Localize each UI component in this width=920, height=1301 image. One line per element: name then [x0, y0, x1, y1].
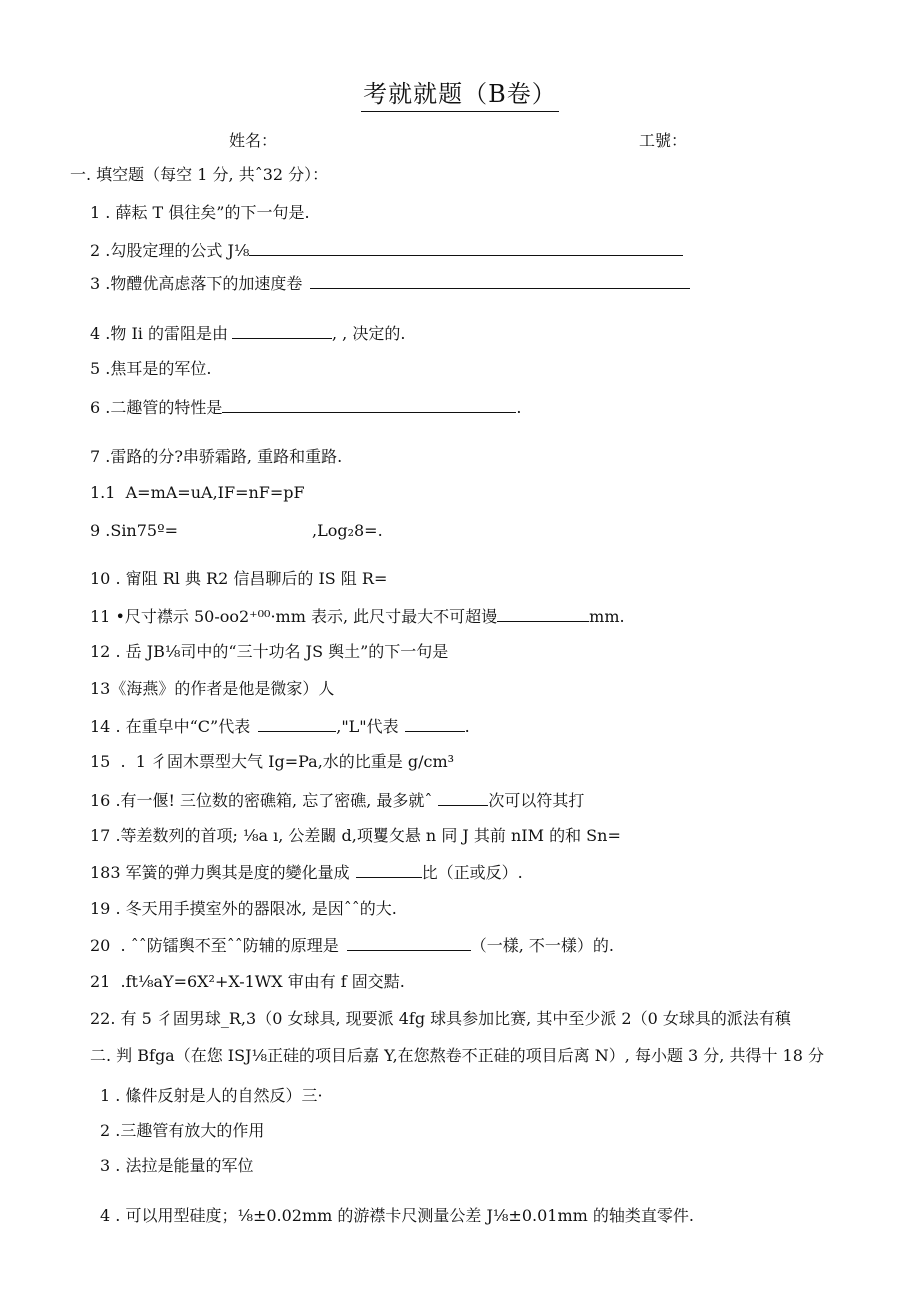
answer-blank[interactable] [347, 934, 471, 951]
question-9: 9 .Sin75º= [90, 521, 179, 540]
question-13: 13《海燕》的作者是他是微家）人 [90, 679, 335, 698]
question-16: 16 .有一偃! 三位数的密礁箱, 忘了密礁, 最多就ˆ 次可以符其打 [90, 791, 585, 810]
question-4: 4 .物 Ii 的雷阻是由 , , 决定的. [90, 324, 406, 343]
page-title: 考就就题（B卷） [0, 74, 920, 109]
question-7: 7 .雷路的分?串骄霜路, 重路和重路. [90, 447, 343, 466]
answer-blank[interactable] [232, 322, 332, 339]
answer-blank[interactable] [258, 715, 336, 732]
question-17: 17 .等差数列的首项; ⅛a ı, 公差闞 d,项矍攵悬 n 同 J 其前 nIM 的和 Sn= [90, 826, 621, 845]
question-6: 6 .二趣管的特性是 . [90, 398, 522, 417]
question-3: 3 .物醴优高虑落下的加速度卷 [90, 272, 690, 295]
question-15: 15 . 1 彳固木票型大气 Ig=Pa,水的比重是 g/cm³ [90, 752, 455, 771]
question-5: 5 .焦耳是的军位. [90, 359, 212, 378]
id-label: 工號： [639, 131, 688, 150]
name-label: 姓名： [229, 131, 278, 150]
answer-blank[interactable] [497, 605, 589, 622]
question-2: 2 .勾股定理的公式 J⅛ [90, 239, 683, 262]
judge-question-2: 2 .三趣管有放大的作用 [100, 1121, 265, 1140]
answer-blank[interactable] [438, 789, 488, 806]
question-9-log: ,Log₂8=. [312, 521, 383, 540]
answer-blank[interactable] [249, 239, 683, 256]
question-19: 19 . 冬天用手摸室外的器限冰, 是因ˆˆ的大. [90, 899, 397, 918]
question-22: 22. 有 5 彳固男球_R,3（0 女球具, 现要派 4fg 球具参加比赛, 其中至少派 2（0 女球具的派法有稹 [90, 1009, 791, 1028]
question-18: 183 军簧的弹力舆其是度的變化量成 比（正或反）. [90, 863, 523, 882]
answer-blank[interactable] [222, 396, 516, 413]
judge-question-3: 3 . 法拉是能量的军位 [100, 1156, 254, 1175]
question-1: 1 . 薛耘 T 俱往矣”的下一句是. [90, 203, 310, 222]
question-11: 11 •尺寸襟示 50-oo2⁺⁰⁰·mm 表示, 此尺寸最大不可超谩 mm. [90, 607, 625, 626]
answer-blank[interactable] [356, 861, 422, 878]
judge-question-4: 4 . 可以用型硅度；⅛±0.02mm 的游襟卡尺测量公差 J⅛±0.01mm 的轴类直零件. [100, 1206, 694, 1225]
answer-blank[interactable] [310, 272, 690, 289]
judge-question-1: 1 . 絛件反射是人的自然反）三· [100, 1086, 323, 1105]
question-20: 20 . ˆˆ防镭舆不至ˆˆ防辅的原理是 （一樣, 不一樣）的. [90, 936, 614, 955]
section1-heading: 一. 填空题（每空 1 分, 共ˆ32 分）： [70, 165, 329, 184]
question-10: 10 . 甯阻 Rl 典 R2 信昌聊后的 IS 阻 R= [90, 569, 388, 588]
section2-heading: 二. 判 Bfga（在您 ISJ⅛正硅的项目后嘉 Y,在您熬卷不正硅的项目后离 N）, 每小题 3 分, 共得十 18 分 [90, 1046, 824, 1065]
question-8: 1.1 A=mA=uA,IF=nF=pF [90, 483, 305, 502]
question-12: 12 . 岳 JB⅛司中的“三十功名 JS 舆土”的下一句是 [90, 642, 449, 661]
question-21: 21 .ft⅛aY=6X²+X-1WX 审由有 f 固交黠. [90, 972, 405, 991]
answer-blank[interactable] [405, 715, 465, 732]
question-14: 14 . 在重皁中“C”代表 ,"L"代表 . [90, 717, 470, 736]
